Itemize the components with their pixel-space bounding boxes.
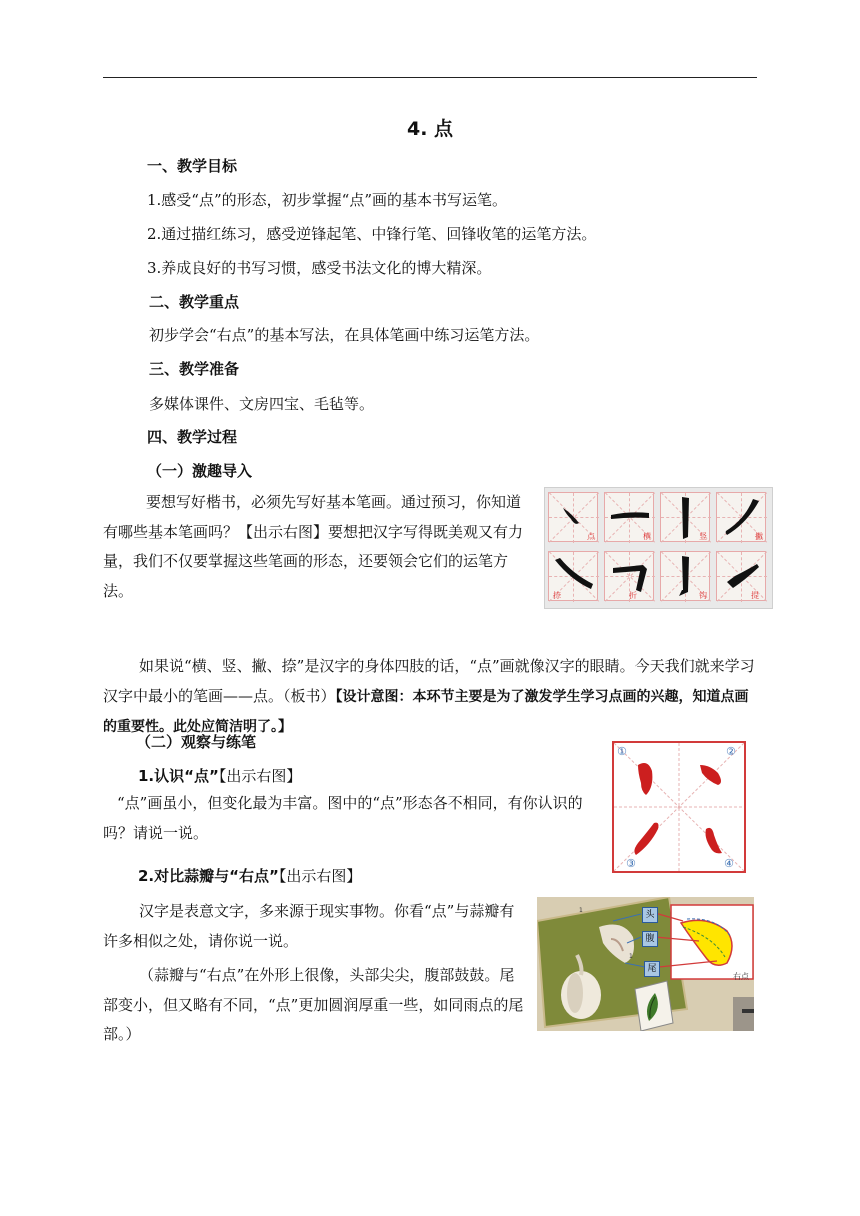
stroke-cell-turn [604,551,654,601]
step1-heading: 1.认识“点” [138,767,219,785]
goal-item-3: 3.养成良好的书写习惯，感受书法文化的博大精深。 [147,259,492,277]
stroke-label: 点 [587,532,595,541]
intro-paragraph-1: 要想写好楷书，必须先写好基本笔画。通过预习，你知道有哪些基本笔画吗？【出示右图】要想把汉字写得既美观又有力量，我们不仅要掌握这些笔画的形态，还要领会它们的运笔方法。 [103,493,524,600]
step2-heading: 2.对比蒜瓣与“右点” [138,867,279,885]
stroke-label: 捺 [553,591,561,600]
stroke-cell-leftfall [716,492,766,542]
focus-text: 初步学会“右点”的基本写法，在具体笔画中练习运笔方法。 [149,326,540,344]
dot-number: ④ [724,857,734,870]
goal-item-1: 1.感受“点”的形态，初步掌握“点”画的基本书写运笔。 [147,191,507,209]
stroke-cell-dot [548,492,598,542]
intro-paragraph-2 [103,652,757,743]
goal-item-2: 2.通过描红练习，感受逆锋起笔、中锋行笔、回锋收笔的运笔方法。 [147,225,597,243]
step1-text: “点”画虽小，但变化最为丰富。图中的“点”形态各不相同，有你认识的吗？请说一说。 [103,794,583,842]
prep-text: 多媒体课件、文房四宝、毛毡等。 [149,395,375,413]
section-heading-prep: 三、教学准备 [149,360,240,378]
dot-number: ③ [626,857,636,870]
stroke-label: 撇 [755,532,763,541]
section-heading-goals: 一、教学目标 [147,157,238,175]
section-heading-focus: 二、教学重点 [149,293,240,311]
stroke-cell-vertical [660,492,710,542]
dot-number: ① [617,745,627,758]
basic-strokes-figure [544,487,773,609]
stroke-cell-hook [660,551,710,601]
garlic-tag-head: 头 [642,907,658,923]
subsection-heading-observe: （二）观察与练笔 [136,733,257,751]
garlic-marker-2: 1 [629,953,633,960]
step2-paragraph-1: 汉字是表意文字，多来源于现实事物。你看“点”与蒜瓣有许多相似之处，请你说一说。 [103,902,515,950]
garlic-tag-tail: 尾 [644,961,660,977]
dot-variants-figure [612,741,746,873]
step2-heading-line [138,865,361,886]
header-rule [103,77,757,78]
garlic-figure [537,897,754,1031]
step1-heading-line [138,765,301,786]
garlic-tag-belly: 腹 [642,931,658,947]
step1-tag: 【出示右图】 [218,767,302,785]
garlic-caption: 右点 [733,972,749,981]
garlic-marker: 1 [579,907,583,914]
stroke-label: 提 [751,591,759,600]
stroke-cell-horizontal [604,492,654,542]
step2-paragraph-2: （蒜瓣与“右点”在外形上很像，头部尖尖，腹部鼓鼓。尾部变小，但又略有不同，“点”更加圆润厚重一些，如同雨点的尾部。） [103,966,524,1043]
subsection-heading-intro: （一）激趣导入 [147,462,253,480]
stroke-label: 横 [643,532,651,541]
section-heading-process: 四、教学过程 [147,428,238,446]
dot-number: ② [726,745,736,758]
page-title: 4. 点 [406,118,454,140]
stroke-label: 竖 [699,532,707,541]
stroke-label: 钩 [699,591,707,600]
stroke-cell-rise [716,551,766,601]
intro-paragraph-2-text: 如果说“横、竖、撇、捺”是汉字的身体四肢的话，“点”画就像汉字的眼睛。今天我们就来学习汉字中最小的笔画——点。（板书） [103,657,755,705]
step2-tag: 【出示右图】 [278,867,362,885]
stroke-label: 折 [629,591,637,600]
stroke-cell-rightfall [548,551,598,601]
design-note: 【设计意图：本环节主要是为了激发学生学习点画的兴趣，知道点画的重要性。此处应简洁明了。】 [103,688,749,735]
